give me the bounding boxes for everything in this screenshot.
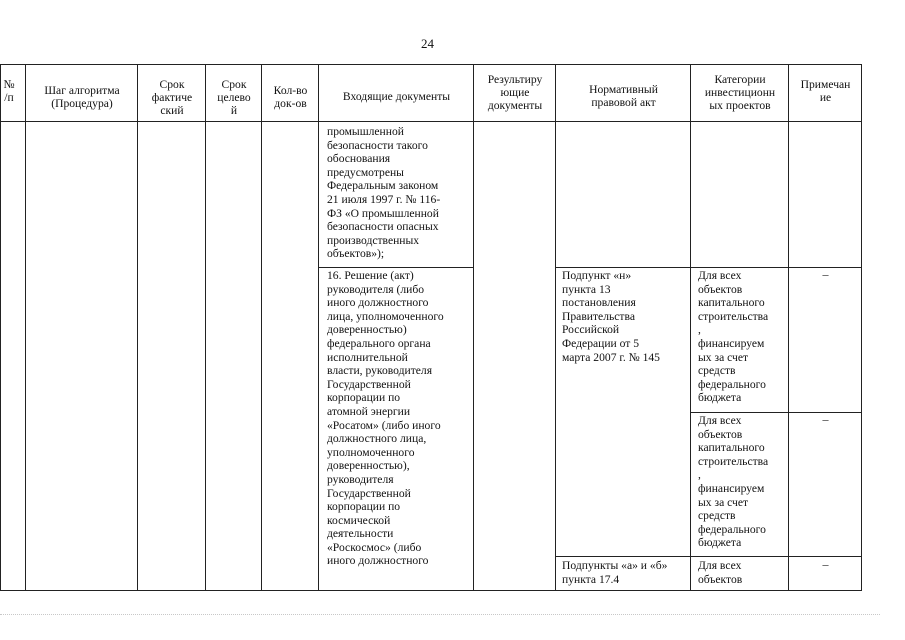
col-border-3 — [205, 64, 206, 590]
table-bottom-border — [0, 590, 862, 591]
input-docs-continuation: промышленной безопасности такого обоснования предусмотрены Федеральным законом 21 июля 1997 г. № 116- ФЗ «О промышленной безопасности опасных производственных объектов»); — [327, 125, 441, 261]
header-actual-term: Срок фактиче ский — [151, 78, 193, 117]
header-input-docs: Входящие документы — [342, 90, 451, 103]
header-number: № /п — [3, 78, 15, 104]
col-border-0 — [0, 64, 1, 590]
category-1: Для всех объектов капитального строительства , финансируем ых за счет средств федерального бюджета — [698, 269, 769, 405]
normative-act-1: Подпункт «н» пункта 13 постановления Правительства Российской Федерации от 5 марта 2007 г. № 145 — [562, 269, 660, 364]
col-border-5 — [318, 64, 319, 590]
category-2: Для всех объектов капитального строительства , финансируем ых за счет средств федерального бюджета — [698, 414, 769, 550]
note-3: – — [822, 557, 829, 571]
row-divider-lower — [555, 556, 862, 557]
col-border-8 — [690, 64, 691, 590]
col-border-7 — [555, 64, 556, 590]
col-border-4 — [261, 64, 262, 590]
col-border-9 — [788, 64, 789, 590]
normative-act-2: Подпункты «а» и «б» пункта 17.4 — [562, 559, 668, 586]
header-categories: Категории инвестиционн ых проектов — [704, 73, 776, 112]
note-2: – — [822, 412, 829, 426]
scan-bottom-rule — [0, 614, 880, 615]
header-step: Шаг алгоритма (Процедура) — [44, 84, 120, 110]
page-number: 24 — [421, 36, 434, 51]
row-divider-inputs — [318, 267, 473, 268]
header-result-docs: Результиру ющие документы — [487, 73, 543, 112]
col-border-2 — [137, 64, 138, 590]
header-normative-act: Нормативный правовой акт — [589, 83, 658, 109]
header-notes: Примечан ие — [800, 78, 851, 104]
input-docs-item-16: 16. Решение (акт) руководителя (либо иного должностного лица, уполномоченного доверенностью) федерального органа исполнительной власти, руководителя Государственной корпорации по атомной энергии «Росатом» (либо иного должностного лица, уполномоченного доверенностью), руководителя Государственной корпорации по космической деятельности «Роскосмос» (либо иного должностного — [327, 269, 444, 568]
header-bottom-border — [0, 121, 862, 122]
header-target-term: Срок целево й — [217, 78, 251, 117]
algorithm-table — [0, 64, 862, 590]
category-3: Для всех объектов — [698, 559, 743, 586]
col-border-10 — [861, 64, 862, 590]
col-border-1 — [25, 64, 26, 590]
table-top-border — [0, 64, 862, 65]
note-1: – — [822, 267, 829, 281]
header-doc-count: Кол-во док-ов — [273, 84, 308, 110]
col-border-6 — [473, 64, 474, 590]
